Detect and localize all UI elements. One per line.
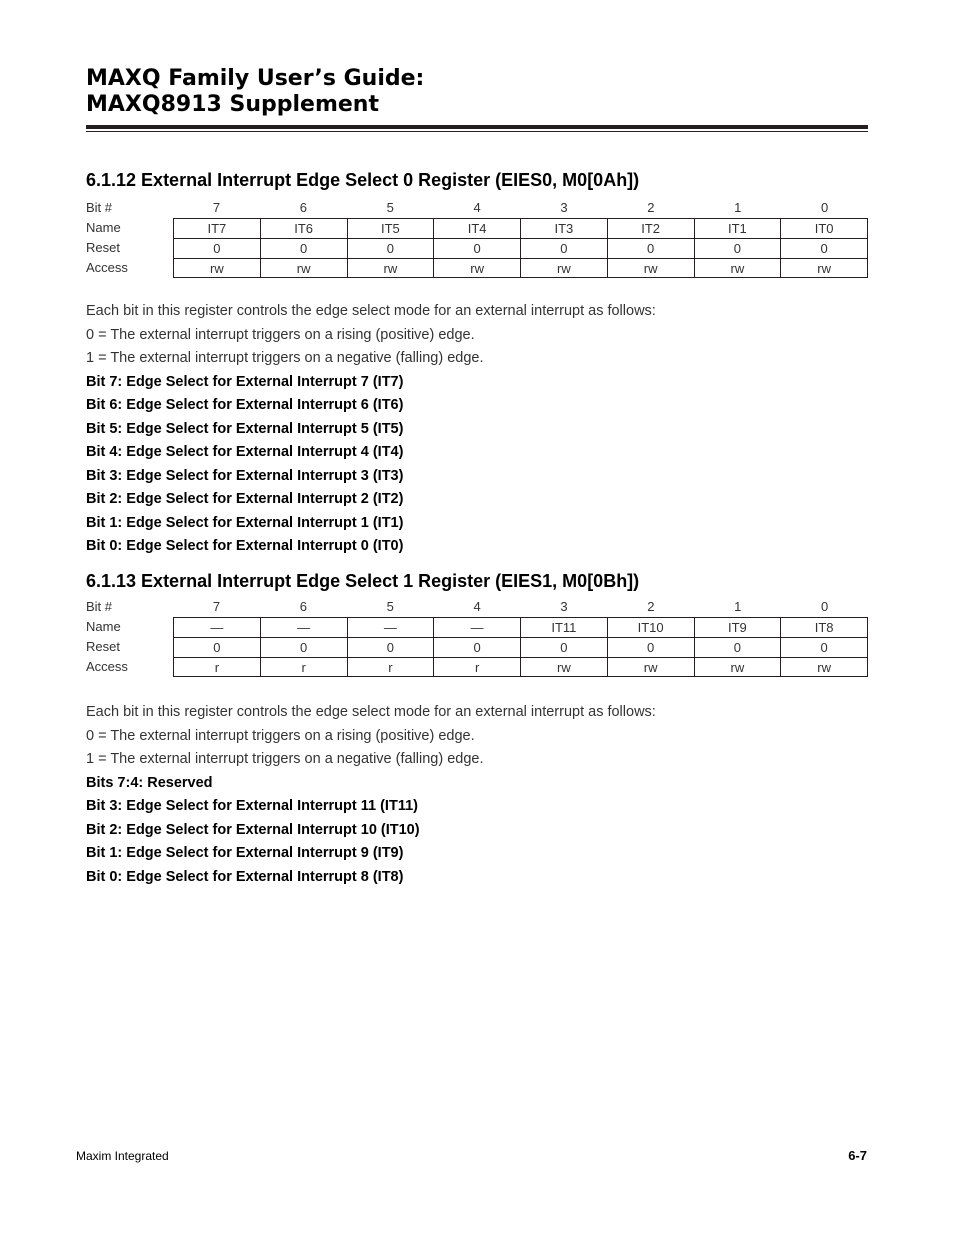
- register-cell-access: r: [434, 657, 521, 677]
- register-cell-bit: 6: [299, 599, 307, 614]
- bit-description: Bit 3: Edge Select for External Interrupt 3 (IT3): [86, 468, 404, 484]
- body-paragraph: 0 = The external interrupt triggers on a rising (positive) edge.: [86, 728, 475, 744]
- register-cell-name: IT6: [261, 218, 348, 238]
- register-cell-bit: 2: [647, 200, 655, 215]
- bit-description: Bit 5: Edge Select for External Interrupt 5 (IT5): [86, 421, 404, 437]
- bit-description: Bit 7: Edge Select for External Interrupt 7 (IT7): [86, 374, 404, 390]
- register-cell-bit: 1: [734, 200, 742, 215]
- register-cell-name: IT11: [521, 617, 608, 637]
- register-cell-access: rw: [695, 657, 782, 677]
- register-cell-bit: 0: [820, 200, 829, 215]
- body-paragraph: Each bit in this register controls the edge select mode for an external interrupt as follows:: [86, 303, 656, 319]
- register-cell-access: rw: [781, 258, 868, 278]
- register-cell-reset: 0: [608, 238, 695, 258]
- register-row-label: Reset: [86, 240, 120, 255]
- register-cell-reset: 0: [521, 238, 608, 258]
- register-cell-reset: 0: [781, 637, 868, 657]
- register-cell-name: IT4: [434, 218, 521, 238]
- register-cell-name: IT7: [173, 218, 261, 238]
- register-cell-bit: 6: [299, 200, 307, 215]
- register-cell-name: IT9: [695, 617, 782, 637]
- bit-description: Bit 1: Edge Select for External Interrupt 1 (IT1): [86, 515, 404, 531]
- register-cell-access: rw: [434, 258, 521, 278]
- register-cell-bit: 5: [386, 200, 394, 215]
- register-cell-bit: 0: [820, 599, 829, 614]
- register-row-access: [86, 258, 868, 278]
- register-cell-reset: 0: [521, 637, 608, 657]
- bit-description: Bit 3: Edge Select for External Interrupt 11 (IT11): [86, 798, 418, 814]
- register-row-label: Name: [86, 619, 121, 634]
- register-row-bit-number: [86, 198, 868, 218]
- register-cell-name: IT8: [781, 617, 868, 637]
- register-cell-reset: 0: [781, 238, 868, 258]
- document-title-line-1: MAXQ Family User’s Guide:: [86, 66, 425, 91]
- register-row-label: Bit #: [86, 200, 113, 215]
- register-cell-access: r: [348, 657, 435, 677]
- footer-company: Maxim Integrated: [76, 1149, 169, 1163]
- register-cell-access: rw: [173, 258, 261, 278]
- register-cell-bit: 1: [734, 599, 742, 614]
- register-cell-name: IT2: [608, 218, 695, 238]
- register-cell-access: rw: [521, 657, 608, 677]
- register-cell-bit: 4: [473, 599, 481, 614]
- register-cell-name: IT10: [608, 617, 695, 637]
- section-heading-eies1: 6.1.13 External Interrupt Edge Select 1 Register (EIES1, M0[0Bh]): [86, 571, 640, 591]
- register-cell-name: —: [261, 617, 348, 637]
- register-cell-name: IT5: [348, 218, 435, 238]
- register-row-name: [86, 617, 868, 637]
- register-cell-name: IT0: [781, 218, 868, 238]
- bit-description: Bit 4: Edge Select for External Interrupt 4 (IT4): [86, 444, 404, 460]
- page-number: 6-7: [848, 1148, 867, 1163]
- register-cell-bit: 3: [560, 200, 568, 215]
- register-cell-bit: 3: [560, 599, 568, 614]
- register-row-reset: [86, 637, 868, 657]
- register-cell-name: —: [434, 617, 521, 637]
- register-cell-reset: 0: [434, 637, 521, 657]
- header-rule-thin: [86, 131, 868, 132]
- document-title: [86, 66, 424, 118]
- register-cell-bit: 7: [212, 200, 221, 215]
- register-cell-bit: 2: [647, 599, 655, 614]
- register-cell-reset: 0: [261, 238, 348, 258]
- register-row-bit-number: [86, 597, 868, 617]
- bit-description: Bit 1: Edge Select for External Interrupt 9 (IT9): [86, 845, 404, 861]
- register-cell-reset: 0: [261, 637, 348, 657]
- register-cell-name: IT1: [695, 218, 782, 238]
- document-title-line-2: MAXQ8913 Supplement: [86, 92, 379, 117]
- register-cell-reset: 0: [434, 238, 521, 258]
- register-cell-bit: 4: [473, 200, 481, 215]
- register-cell-access: rw: [781, 657, 868, 677]
- register-cell-reset: 0: [348, 637, 435, 657]
- bit-description: Bit 0: Edge Select for External Interrupt 0 (IT0): [86, 538, 404, 554]
- register-row-label: Bit #: [86, 599, 113, 614]
- body-paragraph: 1 = The external interrupt triggers on a negative (falling) edge.: [86, 751, 484, 767]
- register-cell-reset: 0: [173, 637, 261, 657]
- register-cell-reset: 0: [173, 238, 261, 258]
- register-cell-access: rw: [521, 258, 608, 278]
- bit-description: Bit 6: Edge Select for External Interrupt 6 (IT6): [86, 397, 404, 413]
- register-cell-reset: 0: [608, 637, 695, 657]
- bit-description: Bit 2: Edge Select for External Interrupt 2 (IT2): [86, 491, 404, 507]
- register-row-name: [86, 218, 868, 238]
- register-cell-reset: 0: [695, 238, 782, 258]
- register-table-eies1: [86, 597, 868, 677]
- body-paragraph: 1 = The external interrupt triggers on a negative (falling) edge.: [86, 350, 484, 366]
- register-cell-bit: 7: [212, 599, 221, 614]
- bit-description: Bit 0: Edge Select for External Interrupt 8 (IT8): [86, 869, 404, 885]
- register-row-label: Access: [86, 659, 128, 674]
- register-cell-access: r: [173, 657, 261, 677]
- bit-description: Bit 2: Edge Select for External Interrupt 10 (IT10): [86, 822, 420, 838]
- register-cell-name: —: [348, 617, 435, 637]
- register-cell-access: rw: [608, 258, 695, 278]
- section-heading-eies0: 6.1.12 External Interrupt Edge Select 0 Register (EIES0, M0[0Ah]): [86, 170, 640, 190]
- register-cell-access: rw: [348, 258, 435, 278]
- register-row-label: Access: [86, 260, 128, 275]
- register-row-access: [86, 657, 868, 677]
- body-paragraph: 0 = The external interrupt triggers on a rising (positive) edge.: [86, 327, 475, 343]
- bit-description: Bits 7:4: Reserved: [86, 775, 213, 791]
- register-row-reset: [86, 238, 868, 258]
- register-cell-access: r: [261, 657, 348, 677]
- register-row-label: Reset: [86, 639, 120, 654]
- body-paragraph: Each bit in this register controls the edge select mode for an external interrupt as follows:: [86, 704, 656, 720]
- register-cell-name: IT3: [521, 218, 608, 238]
- register-cell-access: rw: [695, 258, 782, 278]
- register-cell-access: rw: [608, 657, 695, 677]
- register-cell-bit: 5: [386, 599, 394, 614]
- register-row-label: Name: [86, 220, 121, 235]
- register-cell-name: —: [173, 617, 261, 637]
- register-cell-reset: 0: [348, 238, 435, 258]
- register-cell-reset: 0: [695, 637, 782, 657]
- register-cell-access: rw: [261, 258, 348, 278]
- register-table-eies0: [86, 198, 868, 278]
- header-rule-thick: [86, 125, 868, 129]
